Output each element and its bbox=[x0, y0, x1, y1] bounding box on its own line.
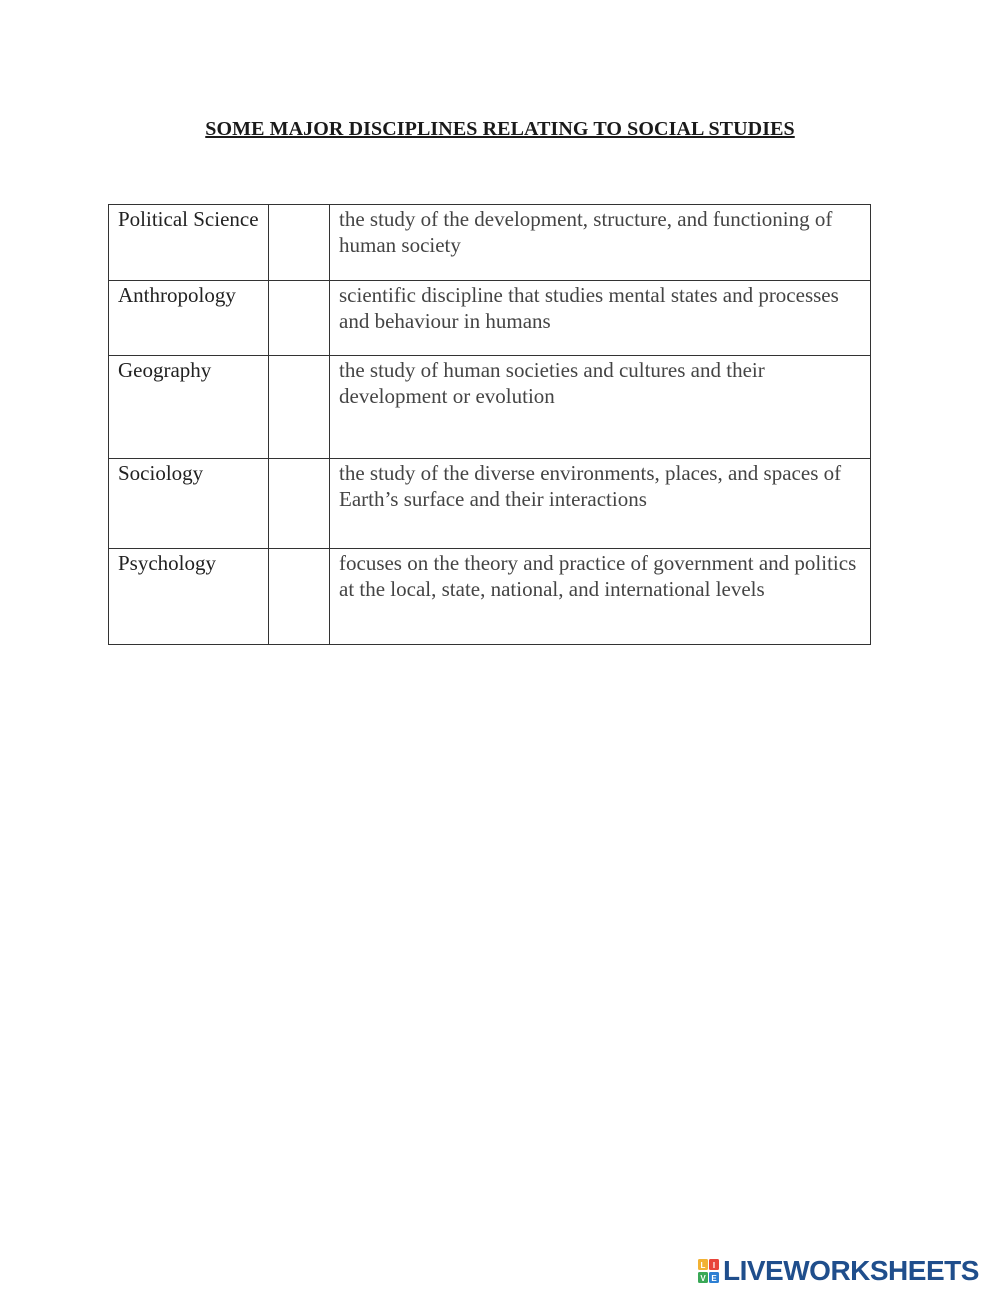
svg-text:V: V bbox=[700, 1274, 706, 1283]
discipline-term: Political Science bbox=[109, 205, 269, 281]
discipline-definition: the study of the diverse environments, places, and spaces of Earth’s surface and their interactions bbox=[330, 459, 871, 549]
table-row bbox=[109, 281, 871, 356]
discipline-term: Sociology bbox=[109, 459, 269, 549]
discipline-definition: scientific discipline that studies mental states and processes and behaviour in humans bbox=[330, 281, 871, 356]
discipline-term: Psychology bbox=[109, 549, 269, 645]
worksheet-title: SOME MAJOR DISCIPLINES RELATING TO SOCIAL STUDIES bbox=[205, 118, 795, 140]
answer-drop-box[interactable] bbox=[269, 549, 330, 645]
table-row bbox=[109, 459, 871, 549]
discipline-term: Geography bbox=[109, 356, 269, 459]
answer-drop-box[interactable] bbox=[269, 281, 330, 356]
answer-drop-box[interactable] bbox=[269, 205, 330, 281]
discipline-definition: the study of human societies and cultures and their development or evolution bbox=[330, 356, 871, 459]
discipline-definition: focuses on the theory and practice of government and politics at the local, state, national, and international levels bbox=[330, 549, 871, 645]
answer-drop-box[interactable] bbox=[269, 459, 330, 549]
liveworksheets-logo-icon bbox=[698, 1258, 720, 1284]
discipline-definition: the study of the development, structure, and functioning of human society bbox=[330, 205, 871, 281]
svg-text:E: E bbox=[711, 1274, 717, 1283]
table-row bbox=[109, 549, 871, 645]
table-row bbox=[109, 356, 871, 459]
table-row bbox=[109, 205, 871, 281]
answer-drop-box[interactable] bbox=[269, 356, 330, 459]
logo-text: LIVEWORKSHEETS bbox=[723, 1255, 979, 1286]
svg-text:L: L bbox=[700, 1261, 706, 1270]
svg-text:I: I bbox=[712, 1261, 716, 1270]
discipline-term: Anthropology bbox=[109, 281, 269, 356]
liveworksheets-logo bbox=[698, 1257, 979, 1285]
disciplines-table bbox=[108, 204, 871, 645]
